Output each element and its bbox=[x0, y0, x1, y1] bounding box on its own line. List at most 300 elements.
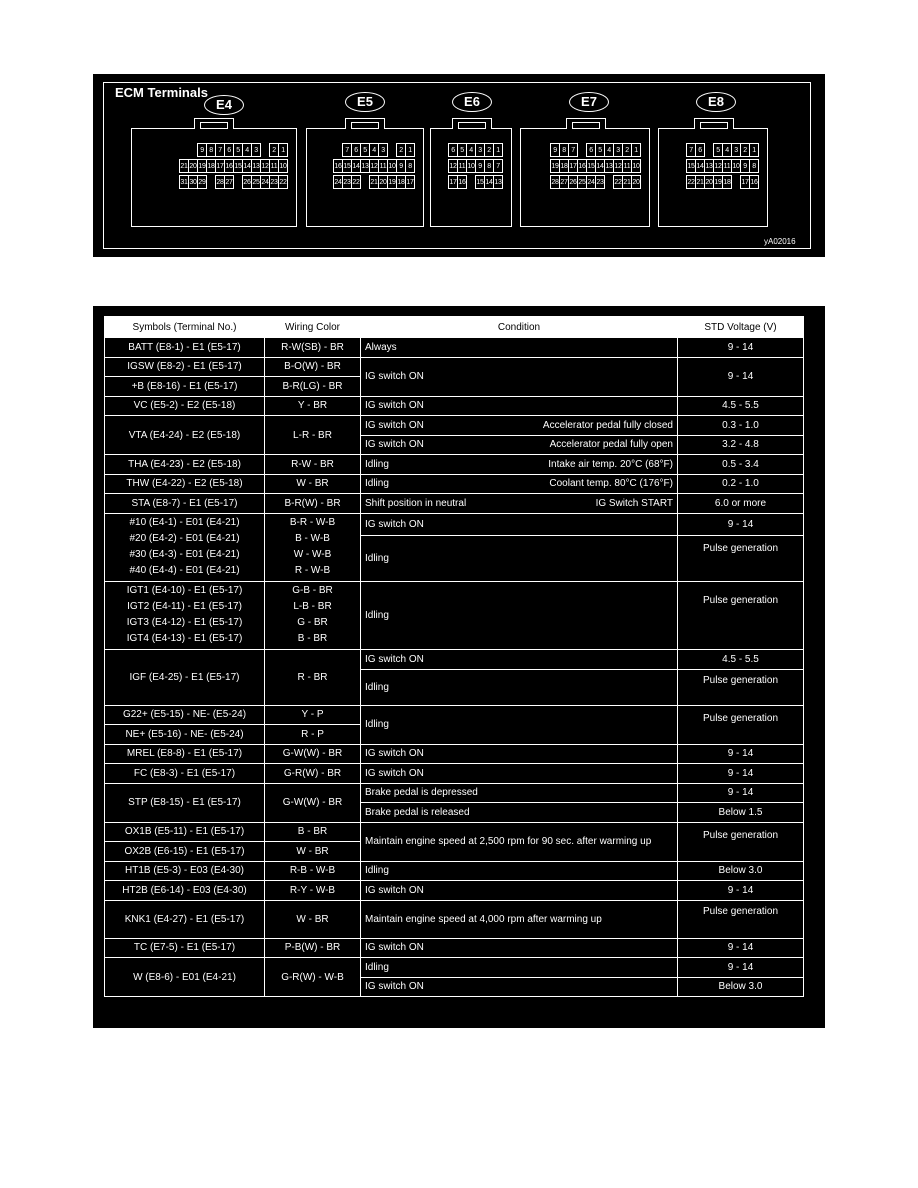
symbol-cell: OX1B (E5-11) - E1 (E5-17) bbox=[105, 822, 265, 842]
wire-cell bbox=[265, 581, 361, 649]
pin-row bbox=[140, 143, 288, 157]
terminal-pin: 19 bbox=[713, 175, 723, 189]
symbol-cell: VC (E5-2) - E2 (E5-18) bbox=[105, 396, 265, 416]
condition-cell: Maintain engine speed at 4,000 rpm after warming up bbox=[361, 900, 678, 938]
terminal-pin: 26 bbox=[242, 175, 252, 189]
terminal-pin: 10 bbox=[387, 159, 397, 173]
terminal-pin: 15 bbox=[233, 159, 243, 173]
wire-cell: G-R(W) - BR bbox=[265, 764, 361, 784]
connector-e8 bbox=[658, 128, 768, 227]
terminal-pin: 8 bbox=[405, 159, 415, 173]
terminal-pin: 20 bbox=[188, 159, 198, 173]
terminal-pin: 13 bbox=[360, 159, 370, 173]
terminal-pin: 25 bbox=[251, 175, 261, 189]
terminal-pin: 23 bbox=[595, 175, 605, 189]
voltage-cell: Below 3.0 bbox=[678, 861, 804, 881]
terminal-pin: 3 bbox=[475, 143, 485, 157]
terminal-pin: 3 bbox=[251, 143, 261, 157]
table-row bbox=[105, 581, 804, 649]
condition-cell: IG switch ON bbox=[361, 938, 678, 958]
terminal-pin: 6 bbox=[695, 143, 705, 157]
terminal-pin: 8 bbox=[484, 159, 494, 173]
terminal-pin: 29 bbox=[197, 175, 207, 189]
voltage-cell: Pulse generation bbox=[678, 900, 804, 938]
ecm-terminals-figure bbox=[93, 74, 825, 257]
terminal-pin: 22 bbox=[351, 175, 361, 189]
wire-cell: L-R - BR bbox=[265, 416, 361, 455]
table-row bbox=[105, 338, 804, 358]
terminal-pin: 11 bbox=[378, 159, 388, 173]
voltage-cell: 9 - 14 bbox=[678, 744, 804, 764]
terminal-pin: 23 bbox=[269, 175, 279, 189]
table-row bbox=[105, 861, 804, 881]
terminal-pin: 22 bbox=[613, 175, 623, 189]
wire-line: B-R - W-B bbox=[289, 517, 336, 528]
terminal-pin: 8 bbox=[206, 143, 216, 157]
wire-line: G - BR bbox=[297, 617, 328, 628]
voltage-cell: Below 1.5 bbox=[678, 803, 804, 823]
terminal-pin: 12 bbox=[613, 159, 623, 173]
voltage-cell: 0.5 - 3.4 bbox=[678, 455, 804, 475]
terminal-pin: 5 bbox=[233, 143, 243, 157]
wire-cell bbox=[265, 513, 361, 581]
condition-detail: Accelerator pedal fully open bbox=[549, 439, 673, 451]
terminal-pin: 27 bbox=[559, 175, 569, 189]
pin-row bbox=[439, 175, 503, 189]
wire-cell: W - BR bbox=[265, 900, 361, 938]
header-symbols: Symbols (Terminal No.) bbox=[105, 317, 265, 338]
voltage-cell: Pulse generation bbox=[678, 669, 804, 705]
terminal-pin: 15 bbox=[686, 159, 696, 173]
symbol-cell: NE+ (E5-16) - NE- (E5-24) bbox=[105, 725, 265, 745]
symbol-cell: +B (E8-16) - E1 (E5-17) bbox=[105, 377, 265, 397]
wire-cell: R - BR bbox=[265, 649, 361, 705]
terminal-pin: 24 bbox=[333, 175, 343, 189]
terminal-pin: 27 bbox=[224, 175, 234, 189]
condition-cell: IG switch ON bbox=[361, 513, 678, 535]
wire-line: G-B - BR bbox=[292, 585, 333, 596]
condition-cell: IG switch ON bbox=[361, 881, 678, 901]
header-condition: Condition bbox=[361, 317, 678, 338]
wire-cell: R-Y - W-B bbox=[265, 881, 361, 901]
terminal-pin: 24 bbox=[586, 175, 596, 189]
terminal-pin: 22 bbox=[278, 175, 288, 189]
terminal-pin: 2 bbox=[622, 143, 632, 157]
terminal-pin: 6 bbox=[224, 143, 234, 157]
pin-row bbox=[667, 143, 759, 157]
connector-label-e5: E5 bbox=[345, 92, 385, 112]
terminal-pin: 20 bbox=[704, 175, 714, 189]
terminal-pin: 16 bbox=[224, 159, 234, 173]
terminal-pin: 3 bbox=[731, 143, 741, 157]
terminal-pin: 23 bbox=[342, 175, 352, 189]
terminal-pin: 25 bbox=[577, 175, 587, 189]
terminal-pin: 11 bbox=[622, 159, 632, 173]
symbol-cell: HT1B (E5-3) - E03 (E4-30) bbox=[105, 861, 265, 881]
symbol-line: IGT4 (E4-13) - E1 (E5-17) bbox=[126, 633, 243, 644]
condition-cell: Brake pedal is released bbox=[361, 803, 678, 823]
terminal-pin: 11 bbox=[722, 159, 732, 173]
wire-cell: B-O(W) - BR bbox=[265, 357, 361, 377]
terminal-pin: 16 bbox=[457, 175, 467, 189]
condition-detail: IG Switch START bbox=[595, 497, 673, 509]
terminal-pin: 4 bbox=[369, 143, 379, 157]
connector-label-e4: E4 bbox=[204, 95, 244, 115]
condition-cell bbox=[361, 494, 678, 514]
terminal-pin: 13 bbox=[704, 159, 714, 173]
terminal-pin: 7 bbox=[686, 143, 696, 157]
condition-cell: Idling bbox=[361, 581, 678, 649]
terminal-pin: 15 bbox=[586, 159, 596, 173]
wire-cell: R-W(SB) - BR bbox=[265, 338, 361, 358]
terminal-pin: 14 bbox=[242, 159, 252, 173]
terminal-pin: 24 bbox=[260, 175, 270, 189]
terminal-pin: 20 bbox=[631, 175, 641, 189]
pin-row bbox=[439, 159, 503, 173]
terminal-pin: 16 bbox=[749, 175, 759, 189]
table-row bbox=[105, 783, 804, 803]
symbol-line: #10 (E4-1) - E01 (E4-21) bbox=[129, 517, 240, 528]
wire-cell: W - BR bbox=[265, 474, 361, 494]
terminal-pin: 21 bbox=[369, 175, 379, 189]
wire-cell: G-W(W) - BR bbox=[265, 744, 361, 764]
symbol-cell: BATT (E8-1) - E1 (E5-17) bbox=[105, 338, 265, 358]
table-row bbox=[105, 938, 804, 958]
terminal-pin: 12 bbox=[369, 159, 379, 173]
terminal-pin: 5 bbox=[595, 143, 605, 157]
terminal-pin: 19 bbox=[550, 159, 560, 173]
terminal-pin: 18 bbox=[206, 159, 216, 173]
table-row bbox=[105, 455, 804, 475]
terminal-pin: 12 bbox=[448, 159, 458, 173]
table-row bbox=[105, 396, 804, 416]
condition-cell: IG switch ON bbox=[361, 396, 678, 416]
terminal-pin: 4 bbox=[466, 143, 476, 157]
terminal-pin: 21 bbox=[622, 175, 632, 189]
terminal-pin: 28 bbox=[550, 175, 560, 189]
condition-main: IG switch ON bbox=[365, 419, 424, 431]
condition-cell: Idling bbox=[361, 958, 678, 978]
pin-row bbox=[529, 159, 641, 173]
condition-main: Idling bbox=[365, 478, 389, 490]
terminal-pin: 18 bbox=[559, 159, 569, 173]
voltage-cell: Pulse generation bbox=[678, 581, 804, 649]
connector-e6 bbox=[430, 128, 512, 227]
condition-detail: Coolant temp. 80°C (176°F) bbox=[549, 478, 673, 490]
condition-cell bbox=[361, 435, 678, 455]
symbol-cell: STA (E8-7) - E1 (E5-17) bbox=[105, 494, 265, 514]
table-row bbox=[105, 881, 804, 901]
terminal-pin: 7 bbox=[215, 143, 225, 157]
table-row bbox=[105, 416, 804, 436]
condition-cell: Idling bbox=[361, 705, 678, 744]
terminal-pin: 14 bbox=[595, 159, 605, 173]
figure-id: yA02016 bbox=[764, 237, 796, 246]
terminal-pin: 6 bbox=[586, 143, 596, 157]
voltage-cell: 0.2 - 1.0 bbox=[678, 474, 804, 494]
voltage-cell: 9 - 14 bbox=[678, 958, 804, 978]
voltage-cell: 4.5 - 5.5 bbox=[678, 649, 804, 669]
terminal-pin: 20 bbox=[378, 175, 388, 189]
terminal-pin: 2 bbox=[396, 143, 406, 157]
symbol-line: #20 (E4-2) - E01 (E4-21) bbox=[129, 533, 240, 544]
terminal-pin: 2 bbox=[484, 143, 494, 157]
terminal-pin: 17 bbox=[215, 159, 225, 173]
connector-latch bbox=[345, 118, 385, 129]
condition-cell: Idling bbox=[361, 669, 678, 705]
voltage-cell: 9 - 14 bbox=[678, 764, 804, 784]
terminal-pin: 30 bbox=[188, 175, 198, 189]
terminal-pin: 10 bbox=[731, 159, 741, 173]
terminal-pin: 31 bbox=[179, 175, 189, 189]
table-row bbox=[105, 513, 804, 535]
terminal-pin: 10 bbox=[278, 159, 288, 173]
connector-label-e6: E6 bbox=[452, 92, 492, 112]
voltage-cell: 9 - 14 bbox=[678, 938, 804, 958]
terminal-pin: 4 bbox=[604, 143, 614, 157]
voltage-table-figure bbox=[93, 306, 825, 1028]
table-row bbox=[105, 958, 804, 978]
voltage-cell: Pulse generation bbox=[678, 705, 804, 744]
terminal-pin: 14 bbox=[351, 159, 361, 173]
terminal-pin: 6 bbox=[351, 143, 361, 157]
symbol-line: #30 (E4-3) - E01 (E4-21) bbox=[129, 549, 240, 560]
terminal-pin: 5 bbox=[457, 143, 467, 157]
condition-cell: IG switch ON bbox=[361, 357, 678, 396]
condition-cell: Maintain engine speed at 2,500 rpm for 90 sec. after warming up bbox=[361, 822, 678, 861]
wire-cell: B - BR bbox=[265, 822, 361, 842]
terminal-pin: 7 bbox=[568, 143, 578, 157]
terminal-pin: 7 bbox=[342, 143, 352, 157]
connector-latch bbox=[452, 118, 492, 129]
terminal-pin: 11 bbox=[457, 159, 467, 173]
voltage-cell: 9 - 14 bbox=[678, 783, 804, 803]
table-row bbox=[105, 900, 804, 938]
terminal-pin: 1 bbox=[493, 143, 503, 157]
condition-cell: IG switch ON bbox=[361, 744, 678, 764]
voltage-cell: Pulse generation bbox=[678, 822, 804, 861]
condition-detail: Intake air temp. 20°C (68°F) bbox=[548, 458, 673, 470]
header-std-voltage: STD Voltage (V) bbox=[678, 317, 804, 338]
condition-cell: IG switch ON bbox=[361, 764, 678, 784]
symbol-line: IGT3 (E4-12) - E1 (E5-17) bbox=[126, 617, 243, 628]
wire-line: B - BR bbox=[297, 633, 328, 644]
terminal-pin: 10 bbox=[631, 159, 641, 173]
symbol-cell: IGF (E4-25) - E1 (E5-17) bbox=[105, 649, 265, 705]
wire-cell: R - P bbox=[265, 725, 361, 745]
terminal-pin: 14 bbox=[695, 159, 705, 173]
voltage-cell: 0.3 - 1.0 bbox=[678, 416, 804, 436]
table-header-row bbox=[105, 317, 804, 338]
terminal-pin: 10 bbox=[466, 159, 476, 173]
symbol-cell: THA (E4-23) - E2 (E5-18) bbox=[105, 455, 265, 475]
condition-detail: Accelerator pedal fully closed bbox=[542, 419, 673, 431]
voltage-cell: 4.5 - 5.5 bbox=[678, 396, 804, 416]
terminal-pin: 5 bbox=[713, 143, 723, 157]
terminal-pin: 9 bbox=[396, 159, 406, 173]
wire-cell: G-R(W) - W-B bbox=[265, 958, 361, 997]
terminal-pin: 26 bbox=[568, 175, 578, 189]
table-row bbox=[105, 649, 804, 669]
symbol-cell: VTA (E4-24) - E2 (E5-18) bbox=[105, 416, 265, 455]
table-row bbox=[105, 357, 804, 377]
terminal-pin: 22 bbox=[686, 175, 696, 189]
condition-cell: IG switch ON bbox=[361, 977, 678, 997]
condition-cell: Idling bbox=[361, 535, 678, 581]
terminal-pin: 16 bbox=[333, 159, 343, 173]
connector-latch bbox=[694, 118, 734, 129]
symbol-cell: KNK1 (E4-27) - E1 (E5-17) bbox=[105, 900, 265, 938]
symbol-line: #40 (E4-4) - E01 (E4-21) bbox=[129, 565, 240, 576]
terminal-pin: 17 bbox=[405, 175, 415, 189]
terminal-pin: 16 bbox=[577, 159, 587, 173]
wire-line: L-B - BR bbox=[293, 601, 332, 612]
condition-main: Shift position in neutral bbox=[365, 497, 467, 509]
terminal-pin: 28 bbox=[215, 175, 225, 189]
wire-cell: B-R(W) - BR bbox=[265, 494, 361, 514]
table-row bbox=[105, 474, 804, 494]
terminal-pin: 15 bbox=[475, 175, 485, 189]
pin-row bbox=[667, 159, 759, 173]
connector-label-e8: E8 bbox=[696, 92, 736, 112]
symbol-cell: TC (E7-5) - E1 (E5-17) bbox=[105, 938, 265, 958]
symbol-cell: W (E8-6) - E01 (E4-21) bbox=[105, 958, 265, 997]
pin-row bbox=[140, 159, 288, 173]
wire-cell: Y - BR bbox=[265, 396, 361, 416]
wire-line: W - W-B bbox=[293, 549, 332, 560]
connector-e7 bbox=[520, 128, 650, 227]
voltage-cell: 6.0 or more bbox=[678, 494, 804, 514]
terminal-pin: 1 bbox=[405, 143, 415, 157]
symbol-cell bbox=[105, 581, 265, 649]
wire-line: R - W-B bbox=[294, 565, 331, 576]
symbol-line: IGT1 (E4-10) - E1 (E5-17) bbox=[126, 585, 243, 596]
table-row bbox=[105, 744, 804, 764]
terminal-pin: 9 bbox=[475, 159, 485, 173]
table-row bbox=[105, 705, 804, 725]
pin-row bbox=[529, 143, 641, 157]
symbol-cell: MREL (E8-8) - E1 (E5-17) bbox=[105, 744, 265, 764]
wire-cell: G-W(W) - BR bbox=[265, 783, 361, 822]
table-row bbox=[105, 764, 804, 784]
terminal-pin: 5 bbox=[360, 143, 370, 157]
figure-title: ECM Terminals bbox=[115, 85, 208, 100]
condition-cell bbox=[361, 474, 678, 494]
terminal-pin: 11 bbox=[269, 159, 279, 173]
terminal-pin: 9 bbox=[550, 143, 560, 157]
terminal-pin: 2 bbox=[269, 143, 279, 157]
terminal-pin: 8 bbox=[559, 143, 569, 157]
terminal-pin: 15 bbox=[342, 159, 352, 173]
terminal-pin: 9 bbox=[197, 143, 207, 157]
terminal-pin: 2 bbox=[740, 143, 750, 157]
symbol-cell: HT2B (E6-14) - E03 (E4-30) bbox=[105, 881, 265, 901]
terminal-pin: 1 bbox=[631, 143, 641, 157]
pin-row bbox=[140, 175, 288, 189]
table-row bbox=[105, 822, 804, 842]
voltage-cell: 9 - 14 bbox=[678, 881, 804, 901]
terminal-pin: 13 bbox=[493, 175, 503, 189]
terminal-pin: 19 bbox=[197, 159, 207, 173]
connector-label-e7: E7 bbox=[569, 92, 609, 112]
table-row bbox=[105, 494, 804, 514]
voltage-cell: Below 3.0 bbox=[678, 977, 804, 997]
wire-cell: R-B - W-B bbox=[265, 861, 361, 881]
symbol-cell: FC (E8-3) - E1 (E5-17) bbox=[105, 764, 265, 784]
voltage-cell: 9 - 14 bbox=[678, 357, 804, 396]
condition-cell bbox=[361, 416, 678, 436]
condition-cell: Always bbox=[361, 338, 678, 358]
terminal-pin: 4 bbox=[242, 143, 252, 157]
terminal-pin: 12 bbox=[260, 159, 270, 173]
voltage-cell: 9 - 14 bbox=[678, 513, 804, 535]
terminal-pin: 18 bbox=[722, 175, 732, 189]
terminal-pin: 14 bbox=[484, 175, 494, 189]
condition-cell: IG switch ON bbox=[361, 649, 678, 669]
terminal-pin: 3 bbox=[378, 143, 388, 157]
condition-cell: Brake pedal is depressed bbox=[361, 783, 678, 803]
connector-e5 bbox=[306, 128, 424, 227]
terminal-pin: 7 bbox=[493, 159, 503, 173]
terminal-pin: 17 bbox=[568, 159, 578, 173]
terminal-pin: 1 bbox=[278, 143, 288, 157]
condition-main: Idling bbox=[365, 458, 389, 470]
terminal-pin: 13 bbox=[251, 159, 261, 173]
symbol-cell: G22+ (E5-15) - NE- (E5-24) bbox=[105, 705, 265, 725]
pin-row bbox=[315, 143, 415, 157]
terminal-pin: 3 bbox=[613, 143, 623, 157]
voltage-cell: 3.2 - 4.8 bbox=[678, 435, 804, 455]
symbol-cell bbox=[105, 513, 265, 581]
voltage-cell: 9 - 14 bbox=[678, 338, 804, 358]
pin-row bbox=[439, 143, 503, 157]
terminal-pin: 18 bbox=[396, 175, 406, 189]
terminal-pin: 4 bbox=[722, 143, 732, 157]
terminal-pin: 13 bbox=[604, 159, 614, 173]
symbol-cell: THW (E4-22) - E2 (E5-18) bbox=[105, 474, 265, 494]
condition-cell: Idling bbox=[361, 861, 678, 881]
std-voltage-table bbox=[104, 316, 804, 997]
wire-cell: W - BR bbox=[265, 842, 361, 862]
wire-line: B - W-B bbox=[295, 533, 330, 544]
pin-row bbox=[315, 175, 415, 189]
symbol-cell: OX2B (E6-15) - E1 (E5-17) bbox=[105, 842, 265, 862]
header-wiring-color: Wiring Color bbox=[265, 317, 361, 338]
pin-row bbox=[529, 175, 641, 189]
terminal-pin: 17 bbox=[740, 175, 750, 189]
connector-e4 bbox=[131, 128, 297, 227]
connector-latch bbox=[566, 118, 606, 129]
terminal-pin: 6 bbox=[448, 143, 458, 157]
condition-cell bbox=[361, 455, 678, 475]
wire-cell: P-B(W) - BR bbox=[265, 938, 361, 958]
terminal-pin: 17 bbox=[448, 175, 458, 189]
terminal-pin: 21 bbox=[179, 159, 189, 173]
terminal-pin: 12 bbox=[713, 159, 723, 173]
symbol-line: IGT2 (E4-11) - E1 (E5-17) bbox=[127, 601, 242, 612]
terminal-pin: 8 bbox=[749, 159, 759, 173]
symbol-cell: STP (E8-15) - E1 (E5-17) bbox=[105, 783, 265, 822]
connector-latch bbox=[194, 118, 234, 129]
pin-row bbox=[315, 159, 415, 173]
terminal-pin: 9 bbox=[740, 159, 750, 173]
wire-cell: Y - P bbox=[265, 705, 361, 725]
pin-row bbox=[667, 175, 759, 189]
terminal-pin: 1 bbox=[749, 143, 759, 157]
wire-cell: R-W - BR bbox=[265, 455, 361, 475]
condition-main: IG switch ON bbox=[365, 439, 424, 451]
symbol-cell: IGSW (E8-2) - E1 (E5-17) bbox=[105, 357, 265, 377]
